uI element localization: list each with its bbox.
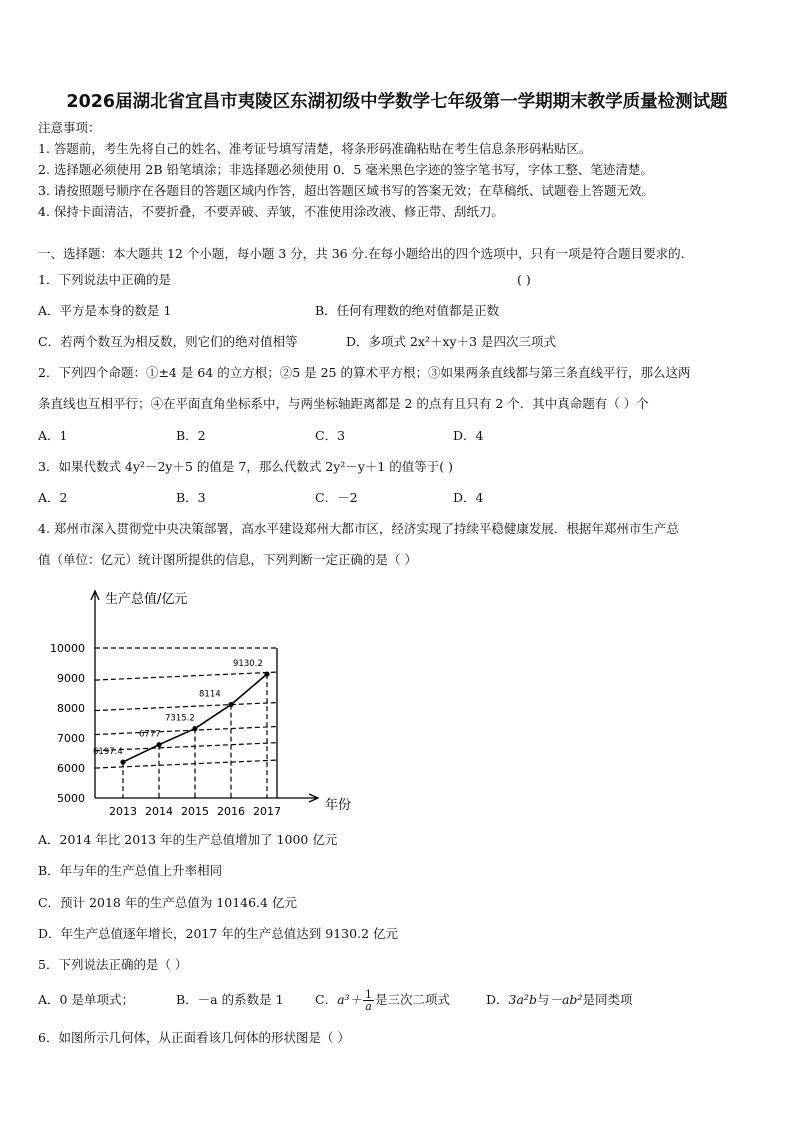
y-axis-label: 生产总值/亿元 [105, 592, 188, 607]
q5-d-term-2: －ab² [549, 992, 583, 1007]
data-point [156, 742, 161, 747]
q5-d-conj: 与 [536, 992, 550, 1007]
x-tick-label: 2017 [253, 805, 281, 818]
notice-heading: 注意事项： [38, 120, 101, 135]
q4-option-c: C．预计 2018 年的生产总值为 10146.4 亿元 [38, 895, 297, 910]
q3-option-d: D．4 [453, 490, 484, 505]
q5-option-d [486, 992, 632, 1008]
y-tick-label: 10000 [50, 642, 85, 655]
q4-option-a: A．2014 年比 2013 年的生产总值增加了 1000 亿元 [38, 832, 338, 847]
x-tick-label: 2013 [109, 805, 137, 818]
q3-option-b: B．3 [176, 490, 206, 505]
x-tick-label: 2014 [145, 805, 173, 818]
q5-d-label: D． [486, 992, 509, 1007]
grid-line-h [95, 703, 277, 711]
x-tick-label: 2015 [181, 805, 209, 818]
q5-d-text: 是同类项 [582, 992, 633, 1007]
data-label: 7315.2 [165, 713, 195, 724]
y-tick-label: 5000 [57, 792, 85, 805]
data-label: 6777 [139, 729, 161, 740]
q5-c-label: C． [315, 992, 338, 1007]
chart-marks [120, 671, 269, 764]
q5-option-a: A．0 是单项式； [38, 992, 134, 1007]
q5-option-c [315, 984, 450, 1016]
notice-item-1: 1. 答题前，考生先将自己的姓名、准考证号填写清楚，将条形码准确粘贴在考生信息条形码粘贴区。 [38, 141, 592, 156]
x-tick-label: 2016 [217, 805, 245, 818]
q1-option-b: B．任何有理数的绝对值都是正数 [315, 303, 500, 318]
q5-c-numerator: 1 [365, 988, 373, 1001]
q4-line-1: 4. 郑州市深入贯彻党中央决策部署，高水平建设郑州大都市区，经济实现了持续平稳健康发展．根据年郑州市生产总 [38, 521, 679, 536]
q2-line-2: 条直线也互相平行；④在平面直角坐标系中，与两坐标轴距离都是 2 的点有且只有 2 个．其中真命题有（ ）个 [38, 396, 649, 411]
q5-stem: 5．下列说法正确的是（ ） [38, 957, 188, 972]
q5-option-b: B．－a 的系数是 1 [176, 992, 284, 1007]
x-axis-label: 年份 [325, 798, 352, 813]
q3-stem: 3．如果代数式 4y²－2y＋5 的值是 7，那么代数式 2y²－y＋1 的值等于( ) [38, 459, 454, 474]
q5-d-term-1: 3a²b [508, 992, 537, 1007]
data-label: 8114 [199, 689, 221, 700]
data-point [228, 702, 233, 707]
q4-option-b: B．年与年的生产总值上升率相同 [38, 863, 223, 878]
q1-option-c: C．若两个数互为相反数，则它们的绝对值相等 [38, 334, 298, 349]
data-point [120, 759, 125, 764]
y-tick-label: 6000 [57, 762, 85, 775]
section-1-heading: 一、选择题：本大题共 12 个小题，每小题 3 分，共 36 分.在每小题给出的四个选项中，只有一项是符合题目要求的. [38, 246, 685, 261]
q5-c-text: 是三次二项式 [375, 992, 451, 1007]
q5-c-term: a³＋ [337, 992, 363, 1007]
q4-option-d: D．年生产总值逐年增长，2017 年的生产总值达到 9130.2 亿元 [38, 926, 398, 941]
data-point [192, 726, 197, 731]
q2-option-d: D．4 [453, 428, 484, 443]
q6-stem: 6．如图所示几何体，从正面看该几何体的形状图是（ ） [38, 1030, 350, 1045]
q2-option-b: B．2 [176, 428, 206, 443]
data-label: 6197.4 [93, 747, 123, 758]
exam-title: 2026届湖北省宜昌市夷陵区东湖初级中学数学七年级第一学期期末教学质量检测试题 [66, 92, 728, 112]
q1-option-d: D．多项式 2x²＋xy＋3 是四次三项式 [346, 334, 557, 349]
q1-paren: ( ) [517, 272, 531, 287]
q1-stem: 1．下列说法中正确的是 [38, 272, 171, 287]
data-point [264, 671, 269, 676]
gdp-line-chart [40, 583, 360, 823]
q4-line-2: 值（单位：亿元）统计图所提供的信息，下列判断一定正确的是（ ） [38, 552, 417, 567]
grid-line-h [95, 672, 277, 680]
q2-option-c: C．3 [315, 428, 346, 443]
q3-option-a: A．2 [38, 490, 68, 505]
q3-option-c: C．－2 [315, 490, 358, 505]
y-tick-label: 8000 [57, 702, 85, 715]
notice-item-2: 2. 选择题必须使用 2B 铅笔填涂；非选择题必须使用 0．5 毫米黑色字迹的签字笔书写，字体工整、笔迹清楚。 [38, 162, 653, 177]
y-tick-label: 7000 [57, 732, 85, 745]
notice-item-3: 3. 请按照题号顺序在各题目的答题区域内作答，超出答题区域书写的答案无效；在草稿纸、试题卷上答题无效。 [38, 183, 654, 198]
q1-option-a: A．平方是本身的数是 1 [38, 303, 172, 318]
notice-item-4: 4. 保持卡面清洁，不要折叠，不要弄破、弄皱，不准使用涂改液、修正带、刮纸刀。 [38, 204, 504, 219]
q5-c-fraction [363, 989, 374, 1012]
y-tick-label: 9000 [57, 672, 85, 685]
data-label: 9130.2 [233, 659, 263, 670]
q2-line-1: 2．下列四个命题：①±4 是 64 的立方根；②5 是 25 的算术平方根；③如果两条直线都与第三条直线平行，那么这两 [38, 365, 691, 380]
q5-c-denominator: a [365, 1000, 372, 1013]
q2-option-a: A．1 [38, 428, 68, 443]
